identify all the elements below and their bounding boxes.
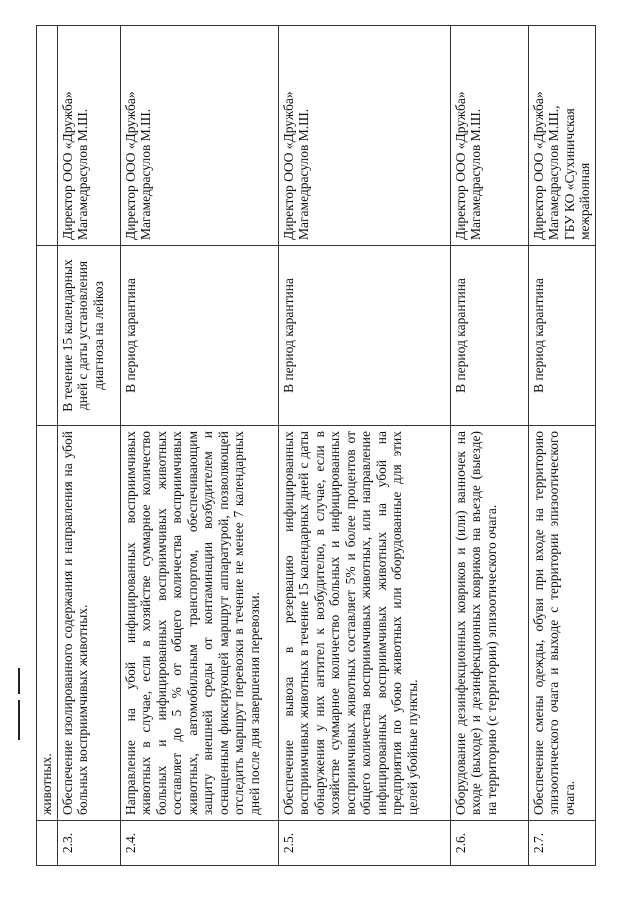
row-responsible: Директор ООО «Дружба» Магамедрасулов М.Ш. — [120, 26, 278, 246]
table-row — [278, 26, 450, 866]
row-responsible: Директор ООО «Дружба» Магамедрасулов М.Ш. — [57, 26, 120, 246]
row-number: 2.6. — [450, 821, 528, 866]
row-term — [37, 246, 58, 426]
row-number: 2.3. — [57, 821, 120, 866]
row-term: В период карантина — [450, 246, 528, 426]
row-number: 2.4. — [120, 821, 278, 866]
row-description: Оборудование дезинфекционных ковриков и (или) ванночек на входе (выходе) и дезинфекционных ковриков на въезде (выезде) на территорию (с территории) эпизоотического очага. — [450, 426, 528, 821]
table-row — [37, 26, 58, 866]
row-description: Обеспечение изолированного содержания и направления на убой больных восприимчивых животных. — [57, 426, 120, 821]
binding-mark-bottom — [18, 700, 20, 740]
row-term: В период карантина — [120, 246, 278, 426]
row-number: 2.5. — [278, 821, 450, 866]
row-description: Обеспечение смены одежды, обуви при входе на территорию эпизоотического очага и выходе с территории эпизоотического очага. — [528, 426, 596, 821]
row-term: В течение 15 календарных дней с даты установления диагноза на лейкоз — [57, 246, 120, 426]
row-description: Обеспечение вывоза в резервацию инфицированных восприимчивых животных в течение 15 календарных дней с даты обнаружения у них антител к возбудителю, в случае, если в хозяйстве суммарное количество больных и инфицированных восприимчивых животных составляет 5% и более процентов от общего количества восприимчивых животных, или направление инфицированных восприимчивых животных на убой на предприятия по убою животных или оборудованные для этих целей убойные пункты. — [278, 426, 450, 821]
row-term: В период карантина — [278, 246, 450, 426]
table-row — [57, 26, 120, 866]
row-description: Направление на убой инфицированных восприимчивых животных в случае, если в хозяйстве суммарное количество больных и инфицированных восприимчивых животных составляет до 5 % от общего количества восприимчивых животных, автомобильным транспортом, обеспечивающим защиту внешней среды от контаминации возбудителем и оснащенным фиксирующей маршрут аппаратурой, позволяющей отследить маршрут перевозки в течение не менее 7 календарных дней после дня завершения перевозки. — [120, 426, 278, 821]
rotated-page — [36, 26, 596, 866]
row-number — [37, 821, 58, 866]
table-row — [120, 26, 278, 866]
responsible-line: ГБУ КО «Сухиничская межрайонная — [561, 108, 592, 240]
table-row — [528, 26, 596, 866]
row-responsible: Директор ООО «Дружба» Магамедрасулов М.Ш. — [450, 26, 528, 246]
row-term: В период карантина — [528, 246, 596, 426]
row-responsible: Директор ООО «Дружба» Магамедрасулов М.Ш. — [278, 26, 450, 246]
measures-table — [36, 25, 596, 866]
row-number: 2.7. — [528, 821, 596, 866]
row-description: животных. — [37, 426, 58, 821]
responsible-line: Директор ООО «Дружба» Магамедрасулов М.Ш., — [530, 91, 561, 240]
row-responsible — [37, 26, 58, 246]
row-responsible — [528, 26, 596, 246]
table-row — [450, 26, 528, 866]
binding-mark-top — [18, 668, 20, 694]
